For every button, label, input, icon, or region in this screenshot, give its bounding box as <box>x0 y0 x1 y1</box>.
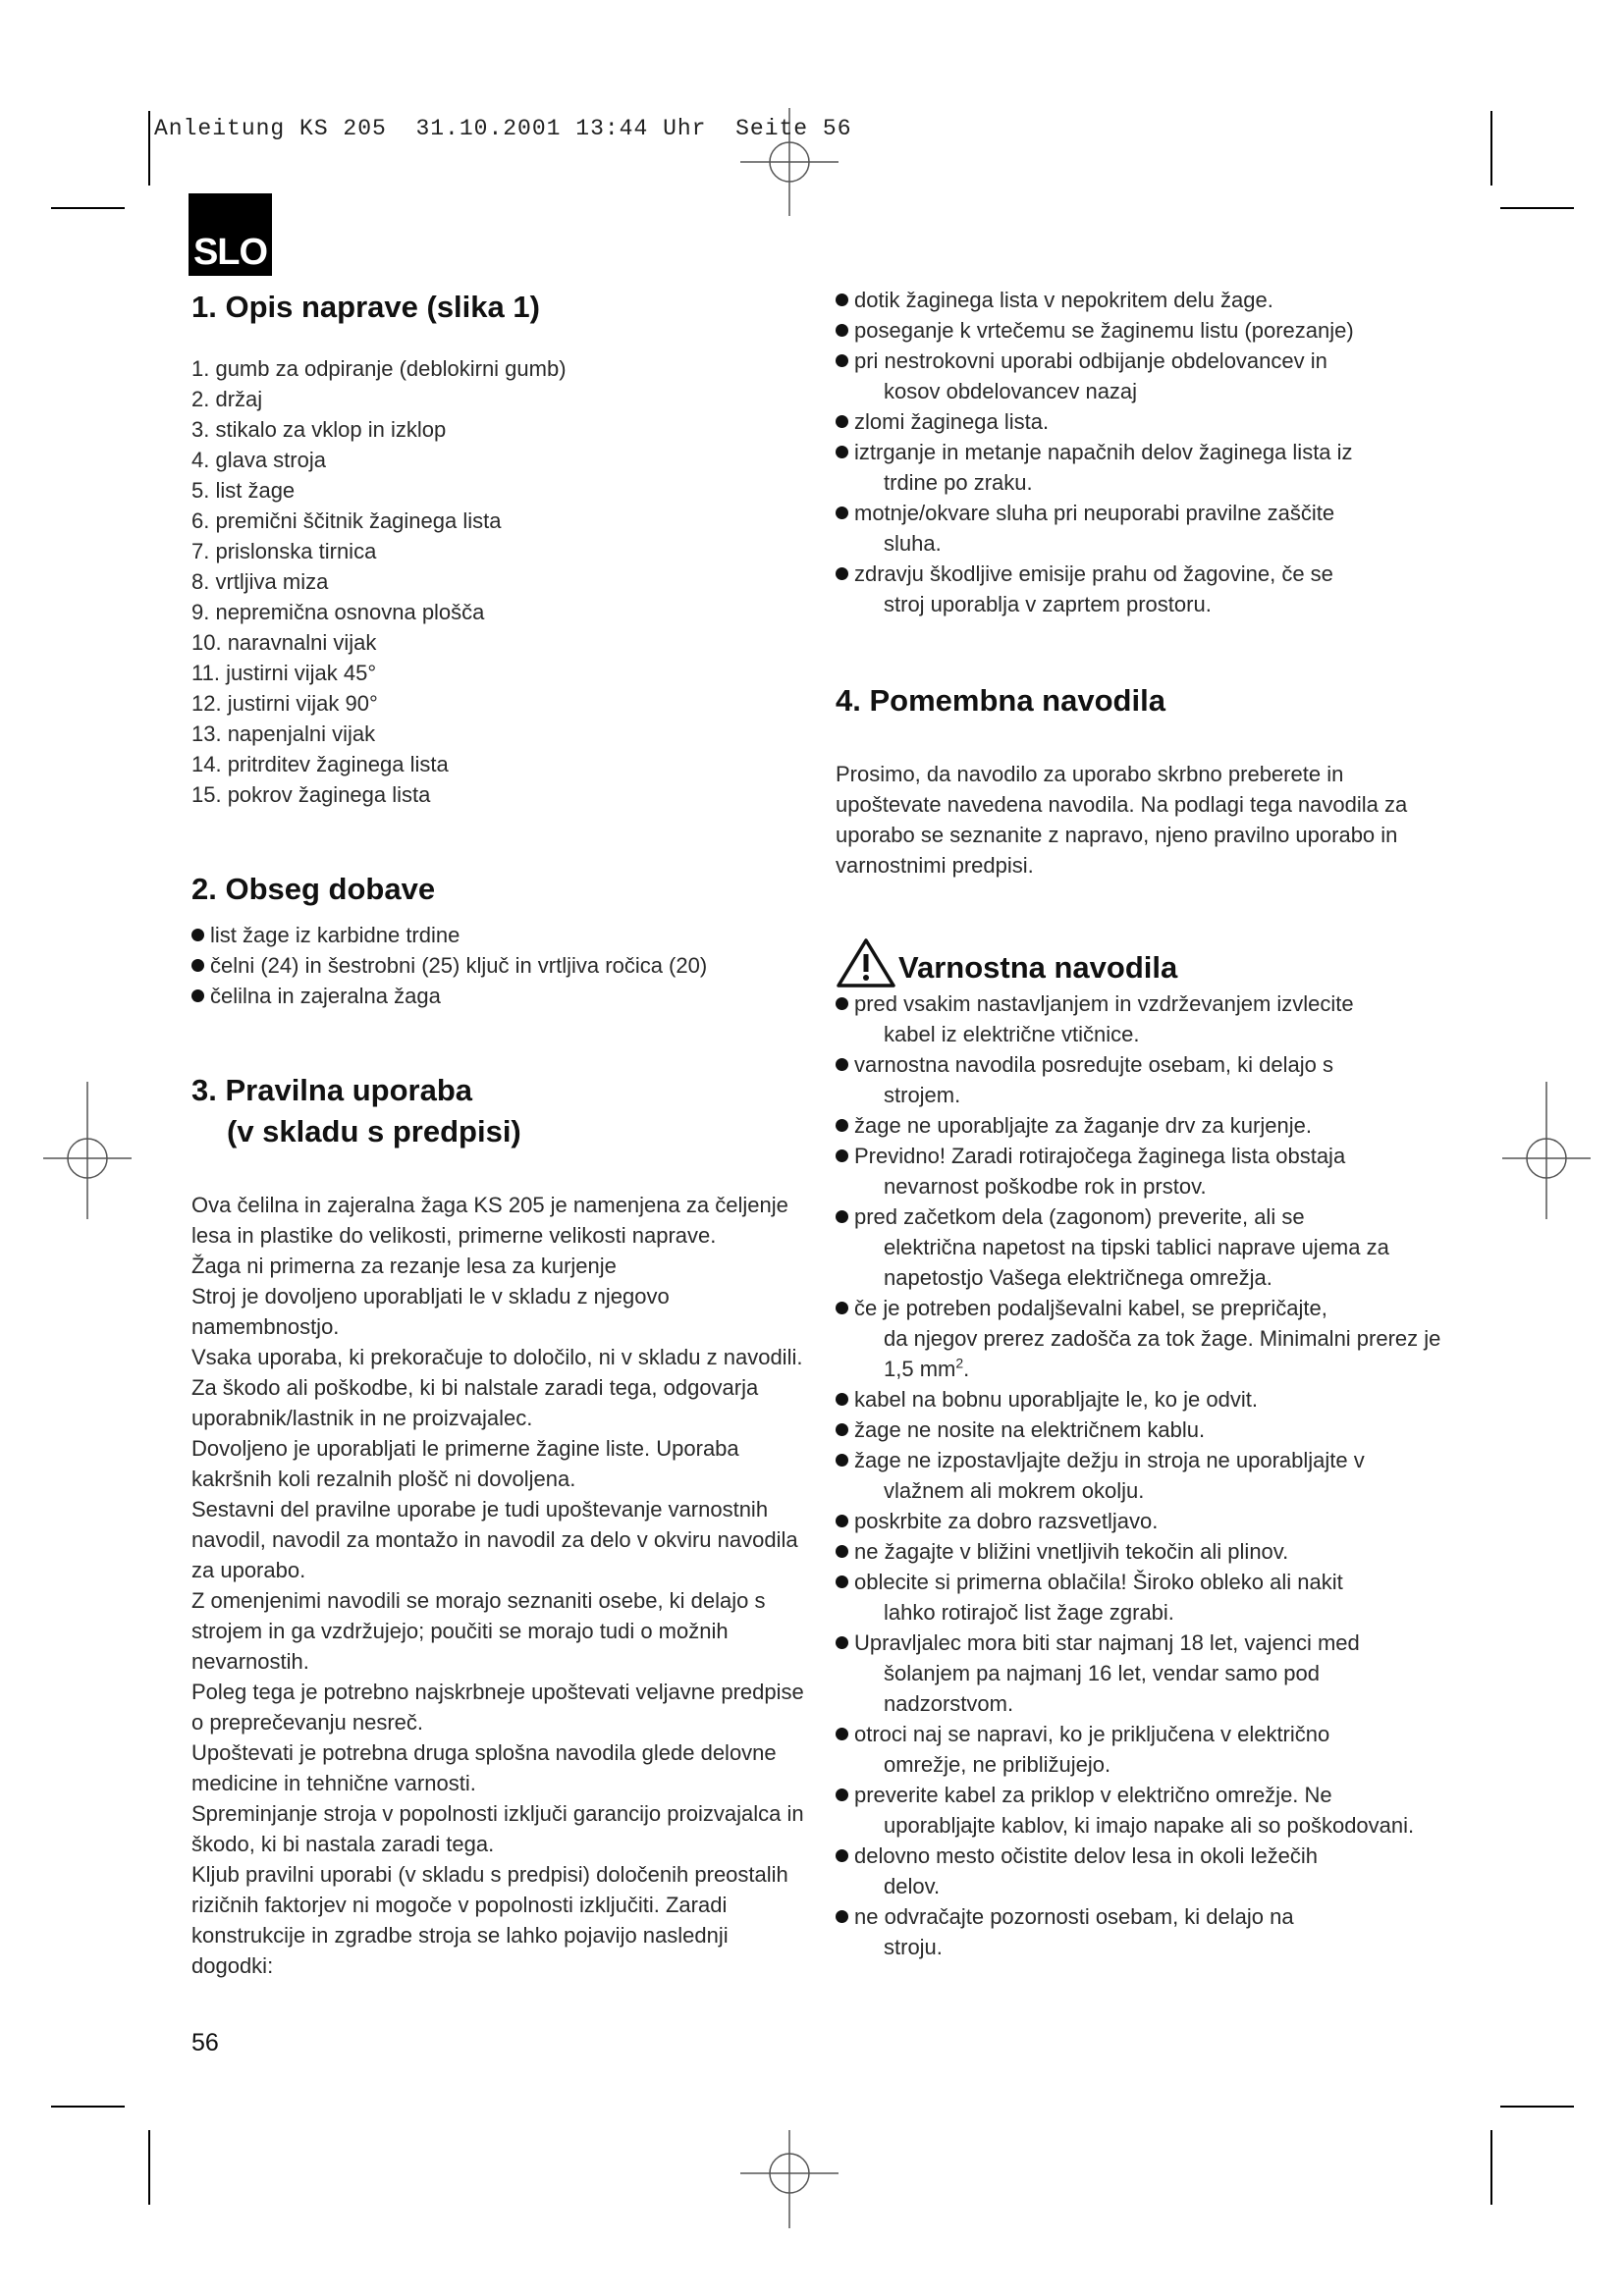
bullet-icon <box>836 1210 848 1223</box>
list-item: 10. naravnalni vijak <box>191 630 377 655</box>
list-item: če je potreben podaljševalni kabel, se prepričajte, da njegov prerez zadošča za tok žage. Minimalni prerez je 1,5 $mm^2$. <box>836 1293 1444 1384</box>
registration-mark-right-icon <box>1502 1082 1591 1219</box>
list-item: Upravljalec mora biti star najmanj 18 let, vajenci med šolanjem pa najmanj 16 let, vendar samo pod nadzorstvom. <box>836 1628 1444 1719</box>
bullet-icon <box>836 1636 848 1649</box>
warning-triangle-icon <box>836 937 896 988</box>
page-number: 56 <box>191 2029 219 2056</box>
list-item: žage ne uporabljajte za žaganje drv za kurjenje. <box>836 1110 1444 1141</box>
bullet-icon <box>836 507 848 519</box>
section-4-title: 4. Pomembna navodila <box>836 683 1165 718</box>
list-item: dotik žaginega lista v nepokritem delu žage. <box>836 285 1444 315</box>
list-item: žage ne izpostavljajte dežju in stroja ne uporabljajte v vlažnem ali mokrem okolju. <box>836 1445 1444 1506</box>
list-item: kabel na bobnu uporabljajte le, ko je odvit. <box>836 1384 1444 1415</box>
list-item: 11. justirni vijak 45° <box>191 661 377 685</box>
paragraph: Vsaka uporaba, ki prekoračuje to določilo, ni v skladu z navodili. Za škodo ali poškodbe, ki bi nalstale zaradi tega, odgovarja uporabnik/lastnik in ne proizvajalec. <box>191 1345 803 1430</box>
bullet-icon <box>191 989 204 1002</box>
section-3-title: 3. Pravilna uporaba (v skladu s predpisi) <box>191 1073 521 1148</box>
crop-mark-bottom-right-v <box>1490 2130 1492 2205</box>
list-item: 14. pritrditev žaginega lista <box>191 752 449 776</box>
list-item: list žage iz karbidne trdine <box>191 920 805 950</box>
list-item: 9. nepremična osnovna plošča <box>191 600 485 624</box>
crop-mark-top-right-v <box>1490 111 1492 186</box>
section-1-title: 1. Opis naprave (slika 1) <box>191 290 540 324</box>
paragraph: Dovoljeno je uporabljati le primerne žagine liste. Uporaba kakršnih koli rezalnih plošč ni dovoljena. <box>191 1436 739 1491</box>
list-item: čelilna in zajeralna žaga <box>191 981 805 1011</box>
list-item: 3. stikalo za vklop in izklop <box>191 417 447 442</box>
bullet-icon <box>836 1515 848 1527</box>
crop-mark-top-left-h <box>51 207 125 209</box>
left-column <box>191 287 805 1981</box>
list-item: pri nestrokovni uporabi odbijanje obdelovancev in kosov obdelovancev nazaj <box>836 346 1444 406</box>
list-item: 15. pokrov žaginega lista <box>191 782 431 807</box>
bullet-icon <box>836 1849 848 1862</box>
list-item: 6. premični ščitnik žaginega lista <box>191 508 502 533</box>
paragraph: Ova čelilna in zajeralna žaga KS 205 je namenjena za čeljenje lesa in plastike do velikosti, primerne velikosti naprave. <box>191 1193 788 1248</box>
bullet-icon <box>836 567 848 580</box>
list-item: oblecite si primerna oblačila! Široko obleko ali nakit lahko rotirajoč list žage zgrabi. <box>836 1567 1444 1628</box>
list-item: iztrganje in metanje napačnih delov žaginega lista iz trdine po zraku. <box>836 437 1444 498</box>
bullet-icon <box>836 294 848 306</box>
bullet-icon <box>836 324 848 337</box>
list-item: zdravju škodljive emisije prahu od žagovine, če se stroj uporablja v zaprtem prostoru. <box>836 559 1444 619</box>
paragraph: Sestavni del pravilne uporabe je tudi upoštevanje varnostnih navodil, navodil za montažo in navodil za delo v okviru navodila za uporabo. <box>191 1497 798 1582</box>
paragraph: Stroj je dovoljeno uporabljati le v skladu z njegovo namembnostjo. <box>191 1284 670 1339</box>
bullet-icon <box>836 446 848 458</box>
bullet-icon <box>836 1728 848 1740</box>
list-item: zlomi žaginega lista. <box>836 406 1444 437</box>
bullet-icon <box>836 1058 848 1071</box>
list-item: 7. prislonska tirnica <box>191 539 377 563</box>
registration-mark-bottom-icon <box>740 2130 839 2228</box>
safety-title: Varnostna navodila <box>836 937 1444 988</box>
list-item: preverite kabel za priklop v električno omrežje. Ne uporabljajte kablov, ki imajo napake ali so poškodovani. <box>836 1780 1444 1841</box>
paragraph: Spreminjanje stroja v popolnosti izključi garancijo proizvajalca in škodo, ki bi nastala zaradi tega. <box>191 1801 804 1856</box>
paragraph: Prosimo, da navodilo za uporabo skrbno preberete in upoštevate navedena navodila. Na podlagi tega navodila za uporabo se seznanite z napravo, njeno pravilno uporabo in varnostnimi predpisi. <box>836 762 1408 878</box>
list-item: 12. justirni vijak 90° <box>191 691 378 716</box>
bullet-icon <box>836 997 848 1010</box>
list-item: ne odvračajte pozornosti osebam, ki delajo na stroju. <box>836 1901 1444 1962</box>
bullet-icon <box>836 1575 848 1588</box>
paragraph: Kljub pravilni uporabi (v skladu s predpisi) določenih preostalih rizičnih faktorjev ni mogoče v popolnosti izključiti. Zaradi konstrukcije in zgradbe stroja se lahko pojavijo naslednji dogodki: <box>191 1862 788 1978</box>
bullet-icon <box>836 1789 848 1801</box>
section-2-title: 2. Obseg dobave <box>191 872 436 906</box>
registration-mark-left-icon <box>43 1082 132 1219</box>
bullet-icon <box>836 1545 848 1558</box>
bullet-icon <box>836 1910 848 1923</box>
crop-mark-bottom-left-h <box>51 2106 125 2108</box>
bullet-icon <box>836 415 848 428</box>
list-item: pred vsakim nastavljanjem in vzdrževanjem izvlecite kabel iz električne vtičnice. <box>836 988 1444 1049</box>
bullet-icon <box>836 1149 848 1162</box>
safety-instructions-list <box>836 988 1444 1962</box>
delivery-scope-list <box>191 920 805 1011</box>
paragraph: Poleg tega je potrebno najskrbneje upoštevati veljavne predpise o preprečevanju nesreč. <box>191 1680 804 1735</box>
bullet-icon <box>836 354 848 367</box>
list-item: ne žagajte v bližini vnetljivih tekočin ali plinov. <box>836 1536 1444 1567</box>
section-3-body <box>191 1190 805 1981</box>
list-item: poseganje k vrtečemu se žaginemu listu (porezanje) <box>836 315 1444 346</box>
list-item: 5. list žage <box>191 478 296 503</box>
list-item: motnje/okvare sluha pri neuporabi pravilne zaščite sluha. <box>836 498 1444 559</box>
bullet-icon <box>836 1423 848 1436</box>
list-item: 1. gumb za odpiranje (deblokirni gumb) <box>191 356 567 381</box>
right-column <box>836 287 1444 1962</box>
list-item: pred začetkom dela (zagonom) preverite, ali se električna napetost na tipski tablici naprave ujema za napetostjo Vašega električnega omrežja. <box>836 1201 1444 1293</box>
list-item: 2. držaj <box>191 387 263 411</box>
list-item: 4. glava stroja <box>191 448 326 472</box>
residual-risks-list <box>836 285 1444 619</box>
list-item: 13. napenjalni vijak <box>191 721 376 746</box>
bullet-icon <box>191 959 204 972</box>
bullet-icon <box>836 1393 848 1406</box>
print-header: Anleitung KS 205 31.10.2001 13:44 Uhr Seite 56 <box>154 116 852 141</box>
paragraph: Upoštevati je potrebna druga splošna navodila glede delovne medicine in tehnične varnosti. <box>191 1740 777 1795</box>
list-item: varnostna navodila posredujte osebam, ki delajo s strojem. <box>836 1049 1444 1110</box>
crop-mark-bottom-left-v <box>148 2130 150 2205</box>
list-item: 8. vrtljiva miza <box>191 569 329 594</box>
crop-mark-top-left-v <box>148 111 150 186</box>
bullet-icon <box>191 929 204 941</box>
bullet-icon <box>836 1302 848 1314</box>
list-item: čelni (24) in šestrobni (25) ključ in vrtljiva ročica (20) <box>191 950 805 981</box>
language-badge: SLO <box>189 193 272 276</box>
list-item: žage ne nosite na električnem kablu. <box>836 1415 1444 1445</box>
list-item: delovno mesto očistite delov lesa in okoli ležečih delov. <box>836 1841 1444 1901</box>
list-item: otroci naj se napravi, ko je priključena v električno omrežje, ne približujejo. <box>836 1719 1444 1780</box>
crop-mark-bottom-right-h <box>1500 2106 1574 2108</box>
bullet-icon <box>836 1454 848 1467</box>
list-item: poskrbite za dobro razsvetljavo. <box>836 1506 1444 1536</box>
paragraph: Z omenjenimi navodili se morajo seznaniti osebe, ki delajo s strojem in ga vzdržujejo; poučiti se morajo tudi o možnih nevarnostih. <box>191 1588 766 1674</box>
paragraph: Žaga ni primerna za rezanje lesa za kurjenje <box>191 1254 617 1278</box>
crop-mark-top-right-h <box>1500 207 1574 209</box>
section-4-body <box>836 759 1444 881</box>
list-item: Previdno! Zaradi rotirajočega žaginega lista obstaja nevarnost poškodbe rok in prstov. <box>836 1141 1444 1201</box>
bullet-icon <box>836 1119 848 1132</box>
device-parts-list <box>191 353 805 810</box>
